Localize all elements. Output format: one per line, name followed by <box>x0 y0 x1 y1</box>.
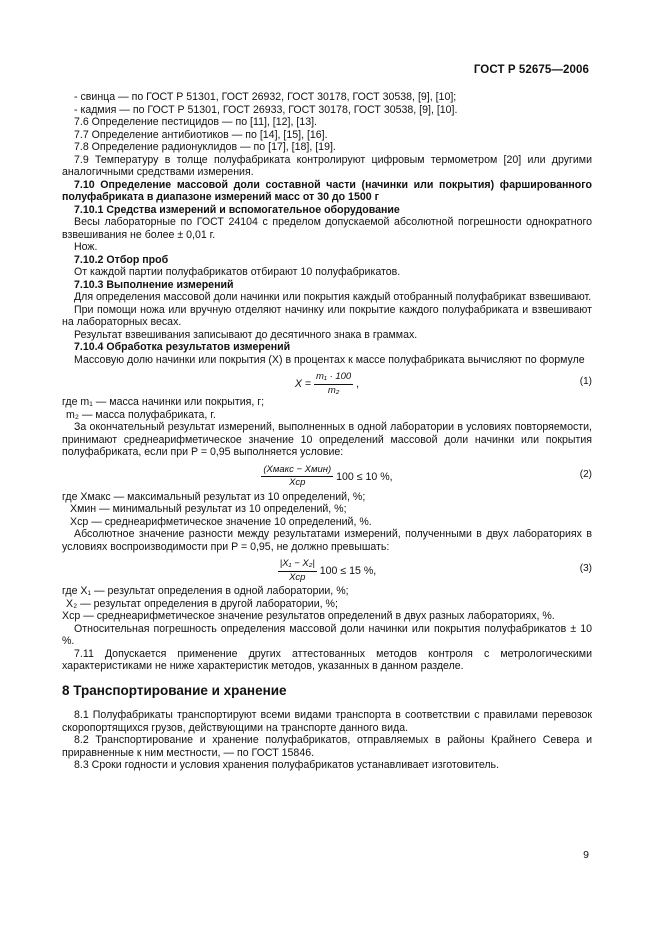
paragraph-absolute-diff: Абсолютное значение разности между результатами измерений, полученными в двух лабораториях в условиях воспроизводимости при P = 0,95, не должно превышать: <box>62 528 592 553</box>
where-line: где Xмакс — максимальный результат из 10 определений, %; <box>62 490 366 503</box>
formula-number: (1) <box>579 376 592 387</box>
paragraph-8-3: 8.3 Сроки годности и условия хранения полуфабрикатов устанавливает изготовитель. <box>74 759 500 771</box>
heading-7-10: 7.10 Определение массовой доли составной части (начинки или покрытия) фаршированного полуфабриката в диапазоне измерений масс от 30 до 1500 г <box>62 178 592 203</box>
paragraph-sampling: От каждой партии полуфабрикатов отбирают 10 полуфабрикатов. <box>74 266 401 278</box>
formula-numerator: (Xмакс − Xмин) <box>261 464 333 478</box>
paragraph-weighing-3: Результат взвешивания записывают до десятичного знака в граммах. <box>74 328 418 341</box>
section-8-heading: 8 Транспортирование и хранение <box>62 682 287 698</box>
where-line: m₂ — масса полуфабриката, г. <box>66 408 216 421</box>
formula-number: (3) <box>579 563 592 574</box>
paragraph-7-11: 7.11 Допускается применение других аттестованных методов контроля с метрологическими характеристиками не ниже характеристик методов, указанных в данном разделе. <box>62 647 592 672</box>
where-line: Xср — среднеарифметическое значение результатов определений в двух разных лабораториях, %. <box>62 610 555 622</box>
document-body <box>62 91 592 772</box>
where-line: Xмин — минимальный результат из 10 определений, %; <box>70 503 347 515</box>
paragraph-7-7: 7.7 Определение антибиотиков — по [14], [15], [16]. <box>74 128 328 141</box>
heading-7-10-2: 7.10.2 Отбор проб <box>74 253 169 266</box>
paragraph-weighing-1: Для определения массовой доли начинки или покрытия каждый отобранный полуфабрикат взвешивают. <box>74 291 592 303</box>
formula-denominator: m₂ <box>327 384 340 396</box>
formula-denominator: Xср <box>289 571 306 583</box>
where-line: где X₁ — результат определения в одной лаборатории, %; <box>62 585 349 597</box>
list-item: - кадмия — по ГОСТ Р 51301, ГОСТ 26933, ГОСТ 30178, ГОСТ 30538, [9], [10]. <box>74 103 458 116</box>
heading-7-10-1: 7.10.1 Средства измерений и вспомогательное оборудование <box>74 203 400 216</box>
where-line: X₂ — результат определения в другой лаборатории, %; <box>66 597 338 610</box>
paragraph-knife: Нож. <box>74 241 98 253</box>
paragraph-scales: Весы лабораторные по ГОСТ 24104 с пределом допускаемой абсолютной погрешности однократного взвешивания не более ± 0,01 г. <box>62 216 592 241</box>
paragraph-7-6: 7.6 Определение пестицидов — по [11], [12], [13]. <box>74 116 317 128</box>
formula-fraction <box>314 371 353 397</box>
document-header: ГОСТ Р 52675—2006 <box>473 64 589 76</box>
formula-numerator: |X₁ − X₂| <box>278 558 317 572</box>
formula-tail: 100 ≤ 10 %, <box>336 470 393 483</box>
list-item: - свинца — по ГОСТ Р 51301, ГОСТ 26932, ГОСТ 30178, ГОСТ 30538, [9], [10]; <box>74 91 457 103</box>
paragraph-weighing-2: При помощи ножа или вручную отделяют начинку или покрытие каждого полуфабриката и взвешивают на лабораторных весах. <box>62 303 592 328</box>
paragraph-8-2: 8.2 Транспортирование и хранение полуфабрикатов, отправляемых в районы Крайнего Севера и приравненные к ним местности, — по ГОСТ 15846. <box>62 734 592 759</box>
formula-number: (2) <box>579 468 592 480</box>
paragraph-7-9: 7.9 Температуру в толще полуфабриката контролируют цифровым термометром [20] или другими аналогичными средствами измерения. <box>62 153 592 178</box>
paragraph-final-result: За окончательный результат измерений, выполненных в одной лаборатории в условиях повторяемости, принимают среднеарифметическое значение 10 определений массовой доли начинки или покрытия полуфабриката, если при P = 0,95 выполняется условие: <box>62 421 592 458</box>
formula-fraction <box>261 464 333 490</box>
heading-7-10-3: 7.10.3 Выполнение измерений <box>74 278 234 291</box>
formula-lhs: X = <box>294 377 312 390</box>
formula-numerator: m₁ · 100 <box>314 371 353 385</box>
formula-1 <box>62 366 592 396</box>
formula-tail: 100 ≤ 15 %, <box>319 564 377 577</box>
paragraph-relative-error: Относительная погрешность определения массовой доли начинки или покрытия полуфабрикатов ± 10 %. <box>62 622 592 647</box>
formula-2 <box>62 459 592 491</box>
formula-fraction <box>278 558 317 584</box>
paragraph-7-8: 7.8 Определение радионуклидов — по [17], [18], [19]. <box>74 141 336 153</box>
paragraph-8-1: 8.1 Полуфабрикаты транспортируют всеми видами транспорта в соответствии с правилами перевозок скоропортящихся грузов, действующими на транспорте данного вида. <box>62 709 592 734</box>
heading-7-10-4: 7.10.4 Обработка результатов измерений <box>74 341 291 353</box>
formula-3 <box>62 553 592 585</box>
where-line: Xср — среднеарифметическое значение 10 определений, %. <box>70 515 372 528</box>
formula-tail: , <box>356 377 360 390</box>
formula-denominator: Xср <box>289 477 306 488</box>
page-number: 9 <box>583 849 589 861</box>
where-line: где m₁ — масса начинки или покрытия, г; <box>62 396 265 408</box>
paragraph-formula-intro: Массовую долю начинки или покрытия (X) в процентах к массе полуфабриката вычисляют по формуле <box>74 353 585 366</box>
